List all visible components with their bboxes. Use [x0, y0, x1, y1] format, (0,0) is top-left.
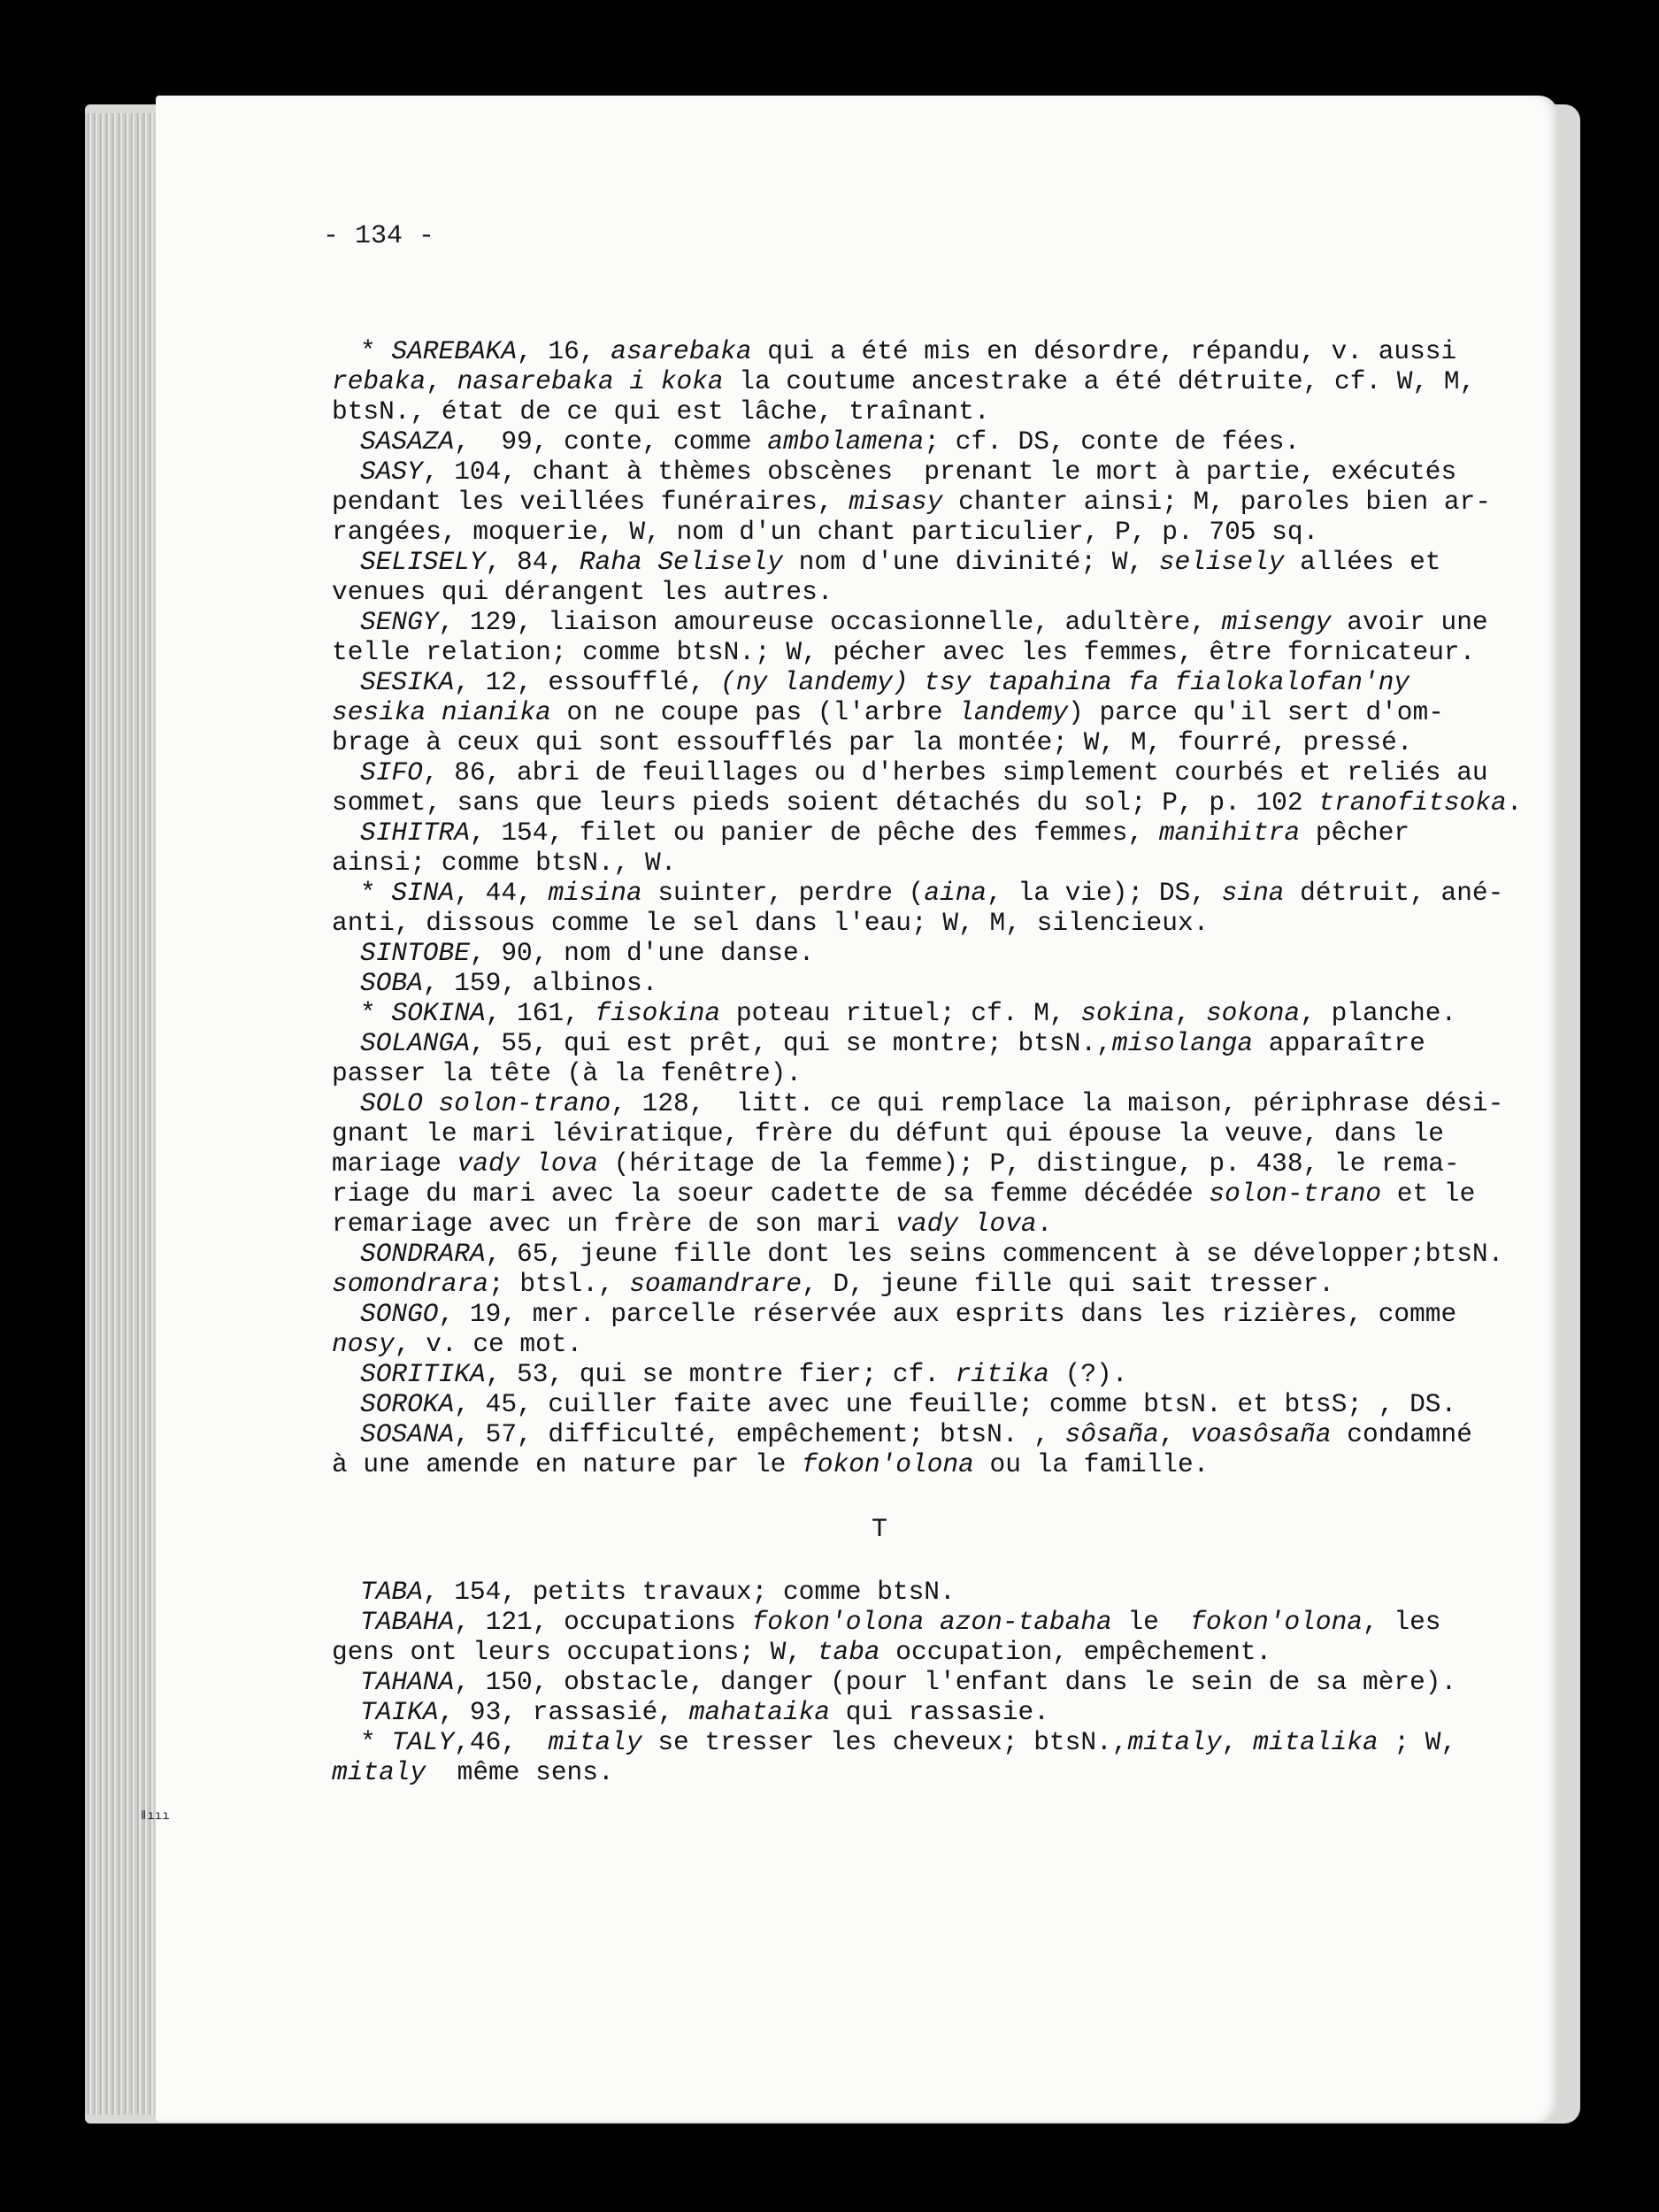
entry-line: [332, 1058, 1478, 1088]
entry-text: remariage avec un frère de son mari: [332, 1209, 896, 1239]
entry-text: venues qui dérangent les autres.: [332, 577, 833, 607]
entry-line: [332, 1148, 1478, 1179]
letter-heading: T: [872, 1515, 888, 1545]
entry-line: [332, 517, 1478, 547]
italic-term: fokon'olona azon-tabaha: [751, 1607, 1112, 1637]
entry-line: [332, 637, 1478, 667]
entry-line: [332, 1419, 1478, 1449]
entry-text: à une amende en nature par le: [332, 1449, 803, 1479]
entry-text: , 84,: [485, 547, 580, 577]
italic-term: SOSANA: [360, 1419, 455, 1449]
entry-line: [332, 577, 1478, 607]
entry-soroka: [332, 1389, 1478, 1419]
entry-text: brage à ceux qui sont essoufflés par la montée; W, M, fourré, pressé.: [332, 727, 1413, 757]
entry-sondrara: [332, 1239, 1504, 1299]
italic-term: misina: [548, 878, 642, 908]
entry-line: [332, 667, 1478, 697]
italic-term: SORITIKA: [360, 1359, 486, 1389]
entry-text: allées et: [1284, 547, 1441, 577]
entry-text: anti, dissous comme le sel dans l'eau; W, M, silencieux.: [332, 908, 1210, 938]
entry-sihitra: [332, 818, 1478, 878]
entry-text: se tresser les cheveux; btsN.,: [641, 1727, 1128, 1757]
italic-term: misolanga: [1111, 1028, 1254, 1058]
italic-term: SENGY: [360, 607, 439, 637]
entry-text: , 65, jeune fille dont les seins commencent à se développer;btsN.: [485, 1239, 1504, 1269]
italic-term: nosy: [332, 1329, 395, 1359]
entry-text: , 16,: [517, 336, 611, 366]
italic-term: soamandrare: [629, 1269, 803, 1299]
entry-line: [332, 607, 1488, 637]
entry-soritika: [332, 1359, 1478, 1389]
entry-text: *: [360, 878, 392, 908]
dictionary-entries-t: [332, 1577, 1478, 1787]
entry-text: ; btsl.,: [488, 1269, 630, 1299]
entry-text: , 121, occupations: [454, 1607, 752, 1637]
italic-term: SINTOBE: [360, 938, 470, 968]
entry-text: ,46,: [454, 1727, 549, 1757]
italic-term: SOLANGA: [360, 1028, 470, 1058]
italic-term: SOBA: [360, 968, 423, 998]
entry-sosana: [332, 1419, 1478, 1479]
entry-line: [332, 547, 1478, 577]
entry-line: [332, 1239, 1504, 1269]
italic-term: solon-trano: [1209, 1179, 1382, 1209]
italic-term: Raha Selisely: [579, 547, 783, 577]
entry-text: , planche.: [1300, 998, 1457, 1028]
entry-text: occupation, empêchement.: [879, 1637, 1272, 1667]
entry-text: , 57, difficulté, empêchement; btsN. ,: [454, 1419, 1065, 1449]
entry-text: .: [1506, 787, 1523, 818]
italic-term: landemy: [958, 697, 1069, 727]
entry-line: [332, 1577, 1478, 1607]
entry-line: [332, 878, 1504, 908]
italic-term: mitaly: [1127, 1727, 1222, 1757]
entry-text: , v. ce mot.: [394, 1329, 583, 1359]
entry-text: poteau rituel; cf. M,: [720, 998, 1081, 1028]
dictionary-entries-s: [332, 336, 1523, 1479]
entry-text: le: [1111, 1607, 1191, 1637]
italic-term: vady lova: [457, 1148, 598, 1179]
entry-line: [332, 697, 1478, 727]
italic-term: rebaka: [332, 366, 426, 396]
entry-text: , 104, chant à thèmes obscènes prenant le mort à partie, exécutés: [422, 457, 1457, 487]
entry-text: ,: [1174, 998, 1206, 1028]
entry-sarebaka: [332, 336, 1478, 426]
italic-term: mahataika: [688, 1697, 831, 1727]
entry-text: .: [1036, 1209, 1053, 1239]
entry-line: [332, 487, 1492, 517]
italic-term: SELISELY: [360, 547, 486, 577]
italic-term: sokina: [1080, 998, 1175, 1028]
entry-taika: [332, 1697, 1478, 1727]
entry-text: , 93, rassasié,: [438, 1697, 689, 1727]
entry-line: [332, 1667, 1478, 1697]
entry-text: pendant les veillées funéraires,: [332, 487, 849, 517]
entry-line: [332, 1607, 1478, 1637]
italic-term: ambolamena: [767, 426, 925, 457]
italic-term: vady lova: [895, 1209, 1037, 1239]
margin-mark: ǁııı: [140, 1809, 170, 1824]
entry-text: ; cf. DS, conte de fées.: [924, 426, 1301, 457]
entry-text: pêcher: [1300, 818, 1410, 848]
italic-term: SOROKA: [360, 1389, 455, 1419]
italic-term: TAIKA: [360, 1697, 439, 1727]
entry-text: ,: [1158, 1419, 1191, 1449]
entry-line: [332, 1269, 1478, 1299]
entry-selisely: [332, 547, 1478, 607]
entry-line: [332, 336, 1478, 366]
entry-text: *: [360, 998, 392, 1028]
italic-term: voasôsaña: [1190, 1419, 1332, 1449]
entry-text: nom d'une divinité; W,: [782, 547, 1159, 577]
entry-text: telle relation; comme btsN.; W, pécher avec les femmes, être fornicateur.: [332, 637, 1476, 667]
italic-term: SASAZA: [360, 426, 455, 457]
entry-text: btsN., état de ce qui est lâche, traînant.: [332, 396, 990, 426]
italic-term: SIFO: [360, 757, 423, 787]
entry-sesika: [332, 667, 1478, 757]
italic-term: taba: [817, 1637, 880, 1667]
entry-line: [332, 1118, 1478, 1148]
entry-text: , 12, essoufflé,: [454, 667, 721, 697]
entry-line: [332, 1028, 1478, 1058]
entry-soba: [332, 968, 1478, 998]
entry-line: [332, 998, 1478, 1028]
entry-line: [332, 1637, 1478, 1667]
entry-text: , 159, albinos.: [422, 968, 658, 998]
entry-text: suinter, perdre (: [641, 878, 925, 908]
italic-term: sôsaña: [1064, 1419, 1159, 1449]
italic-term: SINA: [391, 878, 455, 908]
entry-text: ; W,: [1378, 1727, 1457, 1757]
entry-text: , 128, litt. ce qui remplace la maison, périphrase dési-: [611, 1088, 1504, 1118]
italic-term: TABAHA: [360, 1607, 455, 1637]
entry-text: , 154, filet ou panier de pêche des femmes,: [469, 818, 1159, 848]
entry-text: (héritage de la femme); P, distingue, p. 438, le rema-: [597, 1148, 1460, 1179]
entry-text: rangées, moquerie, W, nom d'un chant particulier, P, p. 705 sq.: [332, 517, 1319, 547]
italic-term: mitaly: [548, 1727, 642, 1757]
italic-term: sina: [1221, 878, 1285, 908]
entry-line: [332, 1209, 1478, 1239]
entry-line: [332, 727, 1478, 757]
entry-sifo: [332, 757, 1523, 818]
entry-line: [332, 1697, 1478, 1727]
entry-text: condamné: [1331, 1419, 1472, 1449]
entry-text: ,: [1221, 1727, 1254, 1757]
entry-sina: [332, 878, 1504, 938]
entry-sasaza: [332, 426, 1478, 457]
entry-text: ,: [426, 366, 457, 396]
italic-term: fokon'olona: [802, 1449, 974, 1479]
entry-text: , les: [1363, 1607, 1441, 1637]
italic-term: aina: [924, 878, 987, 908]
italic-term: SONGO: [360, 1299, 439, 1329]
entry-sokina: [332, 998, 1478, 1028]
entry-line: [332, 1179, 1478, 1209]
entry-text: détruit, ané-: [1284, 878, 1504, 908]
italic-term: SASY: [360, 457, 423, 487]
entry-text: , 129, liaison amoureuse occasionnelle, adultère,: [438, 607, 1222, 637]
entry-line: [332, 1329, 1478, 1359]
entry-songo: [332, 1299, 1478, 1359]
entry-text: riage du mari avec la soeur cadette de sa femme décédée: [332, 1179, 1210, 1209]
entry-text: , 90, nom d'une danse.: [469, 938, 815, 968]
entry-text: , 86, abri de feuillages ou d'herbes simplement courbés et reliés au: [422, 757, 1488, 787]
italic-term: misasy: [849, 487, 943, 517]
italic-term: somondrara: [332, 1269, 489, 1299]
entry-line: [332, 848, 1478, 878]
entry-solo: [332, 1088, 1504, 1239]
entry-line: [332, 426, 1478, 457]
entry-line: [332, 1757, 1478, 1787]
italic-term: sokona: [1205, 998, 1301, 1028]
entry-text: apparaître: [1253, 1028, 1425, 1058]
entry-line: [332, 908, 1478, 938]
italic-term: sesika nianika: [332, 697, 551, 727]
entry-line: [332, 1299, 1478, 1329]
italic-term: selisely: [1158, 547, 1285, 577]
entry-text: qui a été mis en désordre, répandu, v. aussi: [751, 336, 1457, 366]
entry-line: [332, 1389, 1478, 1419]
entry-line: [332, 457, 1478, 487]
entry-text: mariage: [332, 1148, 457, 1179]
entry-text: , 44,: [454, 878, 549, 908]
entry-text: *: [360, 336, 392, 366]
entry-line: [332, 1727, 1478, 1757]
italic-term: misengy: [1221, 607, 1332, 637]
entry-line: [332, 787, 1523, 818]
italic-term: fokon'olona: [1190, 1607, 1363, 1637]
page-number: - 134 -: [323, 221, 435, 251]
entry-sasy: [332, 457, 1492, 547]
italic-term: TAHANA: [360, 1667, 455, 1697]
entry-sintobe: [332, 938, 1478, 968]
italic-term: nasarebaka i koka: [457, 366, 724, 396]
entry-text: qui rassasie.: [830, 1697, 1049, 1727]
entry-text: on ne coupe pas (l'arbre: [550, 697, 959, 727]
entry-line: [332, 757, 1488, 787]
entry-text: , D, jeune fille qui sait tresser.: [802, 1269, 1334, 1299]
entry-text: ainsi; comme btsN., W.: [332, 848, 677, 878]
entry-line: [332, 1449, 1478, 1479]
italic-term: SAREBAKA: [391, 336, 518, 366]
entry-text: , 161,: [485, 998, 595, 1028]
italic-term: manihitra: [1158, 818, 1301, 848]
entry-text: même sens.: [426, 1757, 614, 1787]
entry-line: [332, 818, 1478, 848]
entry-sengy: [332, 607, 1488, 667]
italic-term: ritika: [955, 1359, 1049, 1389]
italic-term: SONDRARA: [360, 1239, 486, 1269]
entry-tahana: [332, 1667, 1478, 1697]
entry-line: [332, 396, 1478, 426]
entry-text: *: [360, 1727, 392, 1757]
entry-text: la coutume ancestrake a été détruite, cf. W, M,: [723, 366, 1476, 396]
italic-term: SOKINA: [391, 998, 486, 1028]
entry-taly: [332, 1727, 1478, 1787]
entry-text: , 55, qui est prêt, qui se montre; btsN.,: [469, 1028, 1112, 1058]
entry-line: [332, 968, 1478, 998]
entry-text: , 19, mer. parcelle réservée aux esprits dans les rizières, comme: [438, 1299, 1457, 1329]
italic-term: asarebaka: [611, 336, 752, 366]
entry-text: , 150, obstacle, danger (pour l'enfant dans le sein de sa mère).: [454, 1667, 1457, 1697]
entry-text: gens ont leurs occupations; W,: [332, 1637, 818, 1667]
entry-line: [332, 366, 1478, 396]
italic-term: SIHITRA: [360, 818, 470, 848]
entry-text: et le: [1381, 1179, 1476, 1209]
entry-taba: [332, 1577, 1478, 1607]
entry-text: , 53, qui se montre fier; cf.: [485, 1359, 956, 1389]
entry-text: ) parce qu'il sert d'om-: [1068, 697, 1444, 727]
italic-term: fisokina: [595, 998, 721, 1028]
italic-term: SOLO solon-trano: [360, 1088, 611, 1118]
italic-term: TABA: [360, 1577, 423, 1607]
entry-text: gnant le mari léviratique, frère du défunt qui épouse la veuve, dans le: [332, 1118, 1444, 1148]
italic-term: (ny landemy) tsy tapahina fa fialokalofan'ny: [720, 667, 1410, 697]
italic-term: tranofitsoka: [1318, 787, 1507, 818]
entry-text: , 99, conte, comme: [454, 426, 768, 457]
entry-text: avoir une: [1331, 607, 1488, 637]
entry-text: , la vie); DS,: [987, 878, 1222, 908]
entry-text: ou la famille.: [973, 1449, 1210, 1479]
entry-text: chanter ainsi; M, paroles bien ar-: [942, 487, 1492, 517]
entry-text: , 45, cuiller faite avec une feuille; comme btsN. et btsS; , DS.: [454, 1389, 1457, 1419]
italic-term: mitaly: [332, 1757, 426, 1787]
italic-term: TALY: [391, 1727, 455, 1757]
entry-text: (?).: [1048, 1359, 1128, 1389]
entry-line: [332, 1359, 1478, 1389]
entry-text: passer la tête (à la fenêtre).: [332, 1058, 803, 1088]
entry-line: [332, 938, 1478, 968]
entry-text: sommet, sans que leurs pieds soient détachés du sol; P, p. 102: [332, 787, 1319, 818]
entry-tabaha: [332, 1607, 1478, 1667]
italic-term: SESIKA: [360, 667, 455, 697]
entry-line: [332, 1088, 1504, 1118]
entry-text: , 154, petits travaux; comme btsN.: [422, 1577, 956, 1607]
entry-solanga: [332, 1028, 1478, 1088]
italic-term: mitalika: [1253, 1727, 1379, 1757]
